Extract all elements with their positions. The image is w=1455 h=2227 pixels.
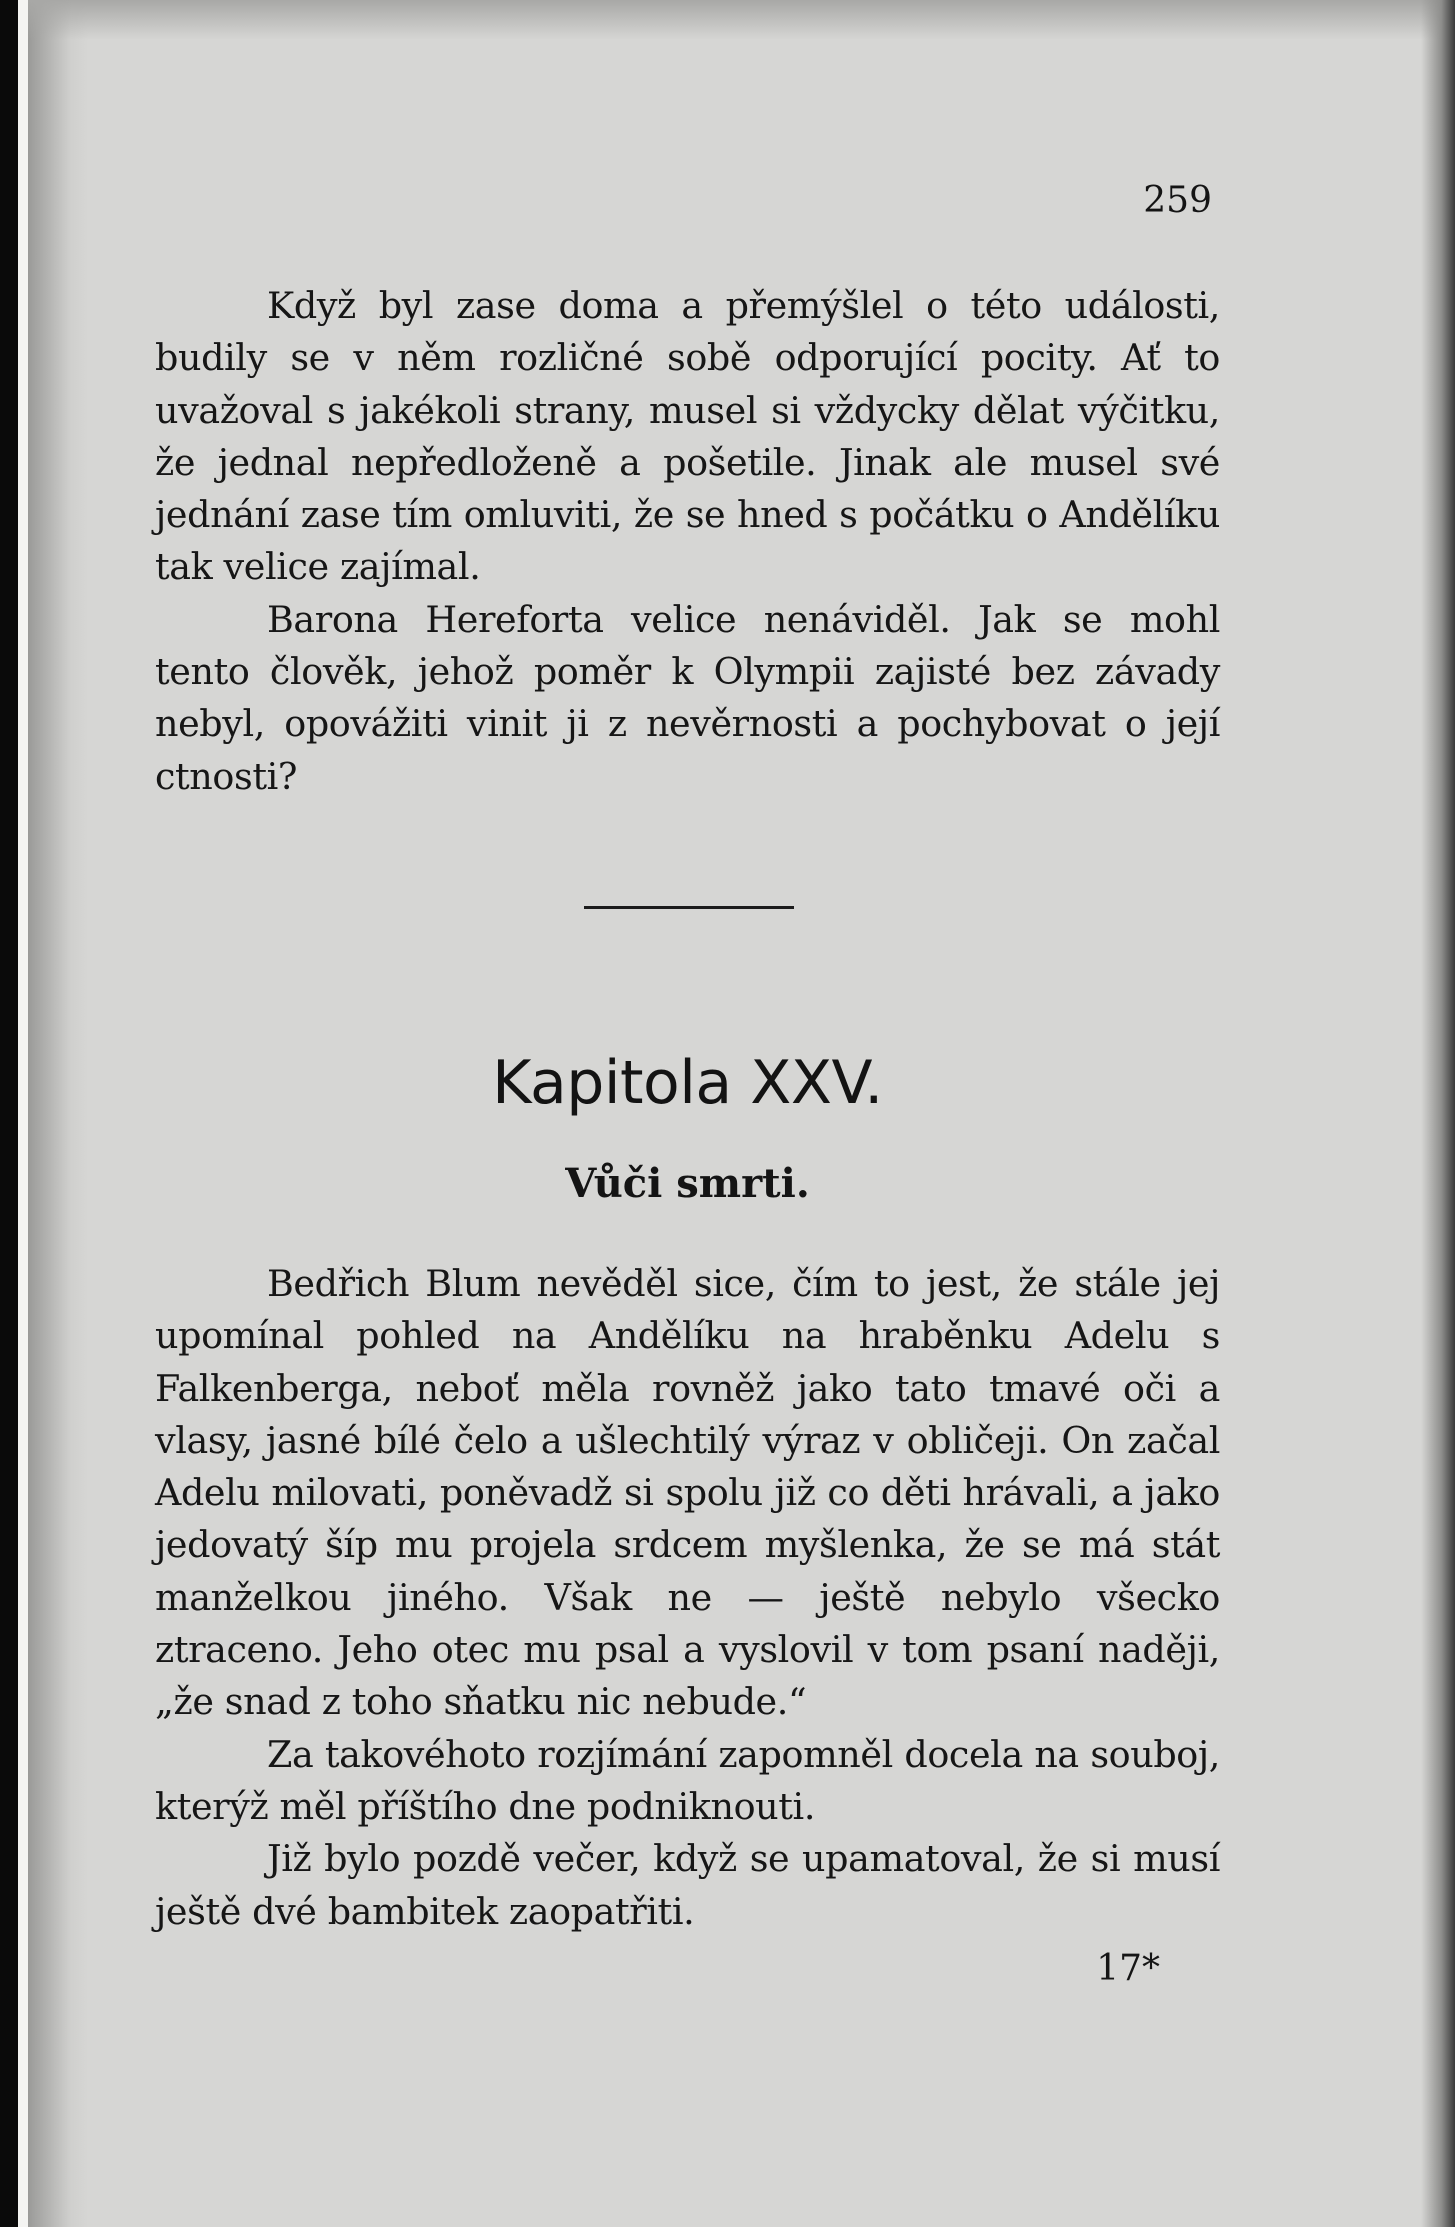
- paragraph: Za takovéhoto rozjímání zapomněl docela na souboj, kterýž měl příštího dne podniknouti.: [155, 1732, 1220, 1828]
- signature-mark: 17*: [1096, 1948, 1160, 1989]
- top-text-block: [155, 280, 1220, 803]
- binding-edge: [0, 0, 18, 2227]
- chapter-text-block: [155, 1258, 1220, 1938]
- chapter-title: Kapitola XXV.: [492, 1048, 883, 1118]
- binding-gap: [18, 0, 28, 2227]
- page-number: 259: [1143, 180, 1212, 221]
- paragraph: Když byl zase doma a přemýšlel o této události, budily se v něm rozličné sobě odporující pocity. Ať to uvažoval s jakékoli strany, musel si vždycky dělat výčitku, že jednal nepředloženě a pošetile. Jinak ale musel své jednání zase tím omluviti, že se hned s počátku o Andělíku tak velice zajímal.: [155, 284, 1220, 589]
- gutter-shadow: [28, 0, 88, 2227]
- paragraph: Barona Hereforta velice nenáviděl. Jak se mohl tento člověk, jehož poměr k Olympii zajisté bez závady nebyl, opovážiti vinit ji z nevěrnosti a pochybovat o její ctnosti?: [155, 597, 1220, 798]
- top-edge-shadow: [28, 0, 1455, 40]
- right-edge-shadow: [1421, 0, 1455, 2227]
- section-divider: [584, 906, 794, 909]
- paragraph: Již bylo pozdě večer, když se upamatoval, že si musí ještě dvé bambitek zaopatřiti.: [155, 1837, 1220, 1933]
- chapter-subtitle: Vůči smrti.: [565, 1160, 810, 1207]
- paragraph: Bedřich Blum nevěděl sice, čím to jest, že stále jej upomínal pohled na Andělíku na hraběnku Adelu s Falkenberga, neboť měla rovněž jako tato tmavé oči a vlasy, jasné bílé čelo a ušlechtilý výraz v obličeji. On začal Adelu milovati, poněvadž si spolu již co děti hrávali, a jako jedovatý šíp mu projela srdcem myšlenka, že se má stát manželkou jiného. Však ne — ještě nebylo všecko ztraceno. Jeho otec mu psal a vyslovil v tom psaní naději, „že snad z toho sňatku nic nebude.“: [155, 1262, 1220, 1724]
